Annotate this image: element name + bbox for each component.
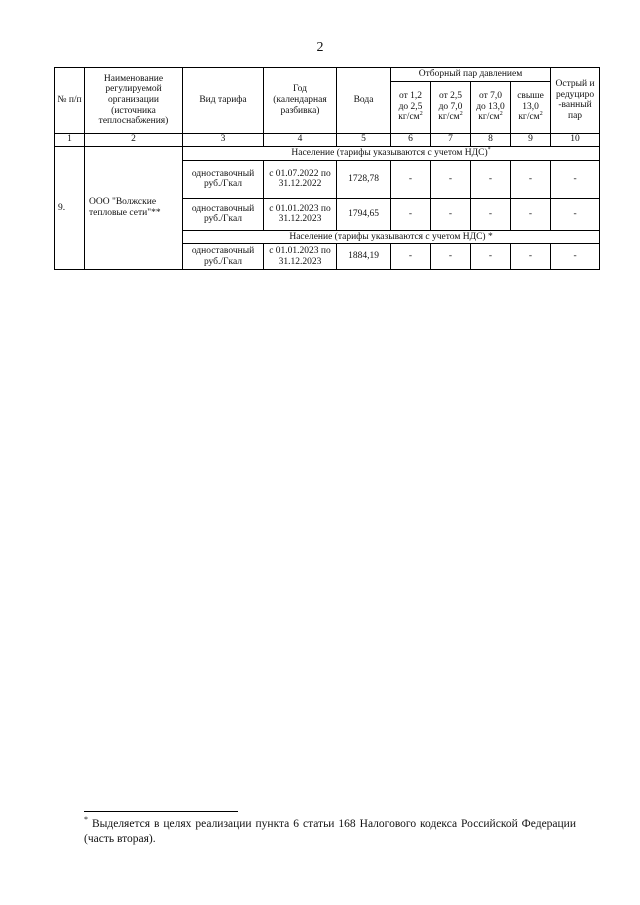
pressure-4-value: -	[511, 198, 551, 230]
pressure-3-unit	[473, 112, 508, 123]
column-index: 7	[431, 133, 471, 146]
period-cell: с 01.01.2023 по 31.12.2023	[264, 198, 337, 230]
header-org: Наименование регулируемой организации (источника теплоснабжения)	[85, 68, 183, 134]
pressure-1-value: -	[391, 160, 431, 198]
pressure-3-value: -	[471, 198, 511, 230]
footnote-text: Выделяется в целях реализации пункта 6 статьи 168 Налогового кодекса Российской Федерации (часть вторая).	[84, 818, 576, 846]
pressure-4-line1: свыше	[517, 91, 544, 102]
column-index-row	[55, 133, 600, 146]
sharp-steam-value: -	[551, 160, 600, 198]
period-cell: с 01.01.2023 по 31.12.2023	[264, 244, 337, 270]
pressure-2-unit	[433, 112, 468, 123]
pressure-1-line2: до 2,5	[398, 101, 423, 112]
water-value: 1728,78	[337, 160, 391, 198]
footnote-marker: *	[487, 146, 491, 153]
column-index: 2	[85, 133, 183, 146]
unit-text: кг/см	[438, 112, 460, 123]
pressure-4-value: -	[511, 160, 551, 198]
pressure-1-line1: от 1,2	[398, 91, 423, 102]
header-pressure-4	[511, 81, 551, 133]
footnote-divider	[84, 811, 238, 812]
pressure-2-value: -	[431, 198, 471, 230]
org-name: ООО "Волжские тепловые сети"**	[85, 146, 183, 270]
pressure-4-line2: 13,0	[522, 101, 539, 112]
group-label-population	[183, 146, 600, 160]
page-number: 2	[316, 40, 324, 55]
header-pressure-2	[431, 81, 471, 133]
pressure-4-unit	[513, 112, 548, 123]
pressure-2-value: -	[431, 160, 471, 198]
pressure-1-unit	[393, 112, 428, 123]
unit-exponent: 2	[539, 111, 543, 118]
header-steam-group: Отборный пар давлением	[391, 68, 551, 82]
column-index: 6	[391, 133, 431, 146]
group-label-population: Население (тарифы указываются с учетом НДС) *	[183, 230, 600, 244]
unit-exponent: 2	[459, 111, 463, 118]
header-water: Вода	[337, 68, 391, 134]
column-index: 8	[471, 133, 511, 146]
pressure-2-line2: до 7,0	[438, 101, 463, 112]
header-sharp-steam: Острый и редуциро -ванный пар	[551, 68, 600, 134]
column-index: 5	[337, 133, 391, 146]
pressure-3-value: -	[471, 244, 511, 270]
column-index: 3	[183, 133, 264, 146]
sharp-steam-value: -	[551, 198, 600, 230]
footnote	[84, 817, 576, 847]
period-cell: с 01.07.2022 по 31.12.2022	[264, 160, 337, 198]
pressure-1-value: -	[391, 244, 431, 270]
unit-exponent: 2	[499, 111, 503, 118]
unit-text: кг/см	[398, 112, 420, 123]
column-index: 9	[511, 133, 551, 146]
water-value: 1794,65	[337, 198, 391, 230]
org-number: 9.	[55, 146, 85, 270]
column-index: 4	[264, 133, 337, 146]
pressure-4-value: -	[511, 244, 551, 270]
pressure-2-line1: от 2,5	[438, 91, 463, 102]
unit-text: кг/см	[518, 112, 540, 123]
header-tariff-type: Вид тарифа	[183, 68, 264, 134]
footnote-marker: *	[84, 815, 88, 824]
pressure-3-line1: от 7,0	[478, 91, 503, 102]
unit-exponent: 2	[419, 111, 423, 118]
header-pressure-3	[471, 81, 511, 133]
header-pressure-1	[391, 81, 431, 133]
tariff-type-cell: одноставочный руб./Гкал	[183, 160, 264, 198]
water-value: 1884,19	[337, 244, 391, 270]
tariff-table	[54, 67, 600, 270]
pressure-1-value: -	[391, 198, 431, 230]
pressure-2-value: -	[431, 244, 471, 270]
header-num: № п/п	[55, 68, 85, 134]
group-label-text: Население (тарифы указываются с учетом НДС)	[291, 147, 488, 158]
pressure-3-value: -	[471, 160, 511, 198]
sharp-steam-value: -	[551, 244, 600, 270]
column-index: 10	[551, 133, 600, 146]
column-index: 1	[55, 133, 85, 146]
pressure-3-line2: до 13,0	[476, 101, 505, 112]
tariff-type-cell: одноставочный руб./Гкал	[183, 198, 264, 230]
header-year: Год (календарная разбивка)	[264, 68, 337, 134]
tariff-type-cell: одноставочный руб./Гкал	[183, 244, 264, 270]
unit-text: кг/см	[478, 112, 500, 123]
